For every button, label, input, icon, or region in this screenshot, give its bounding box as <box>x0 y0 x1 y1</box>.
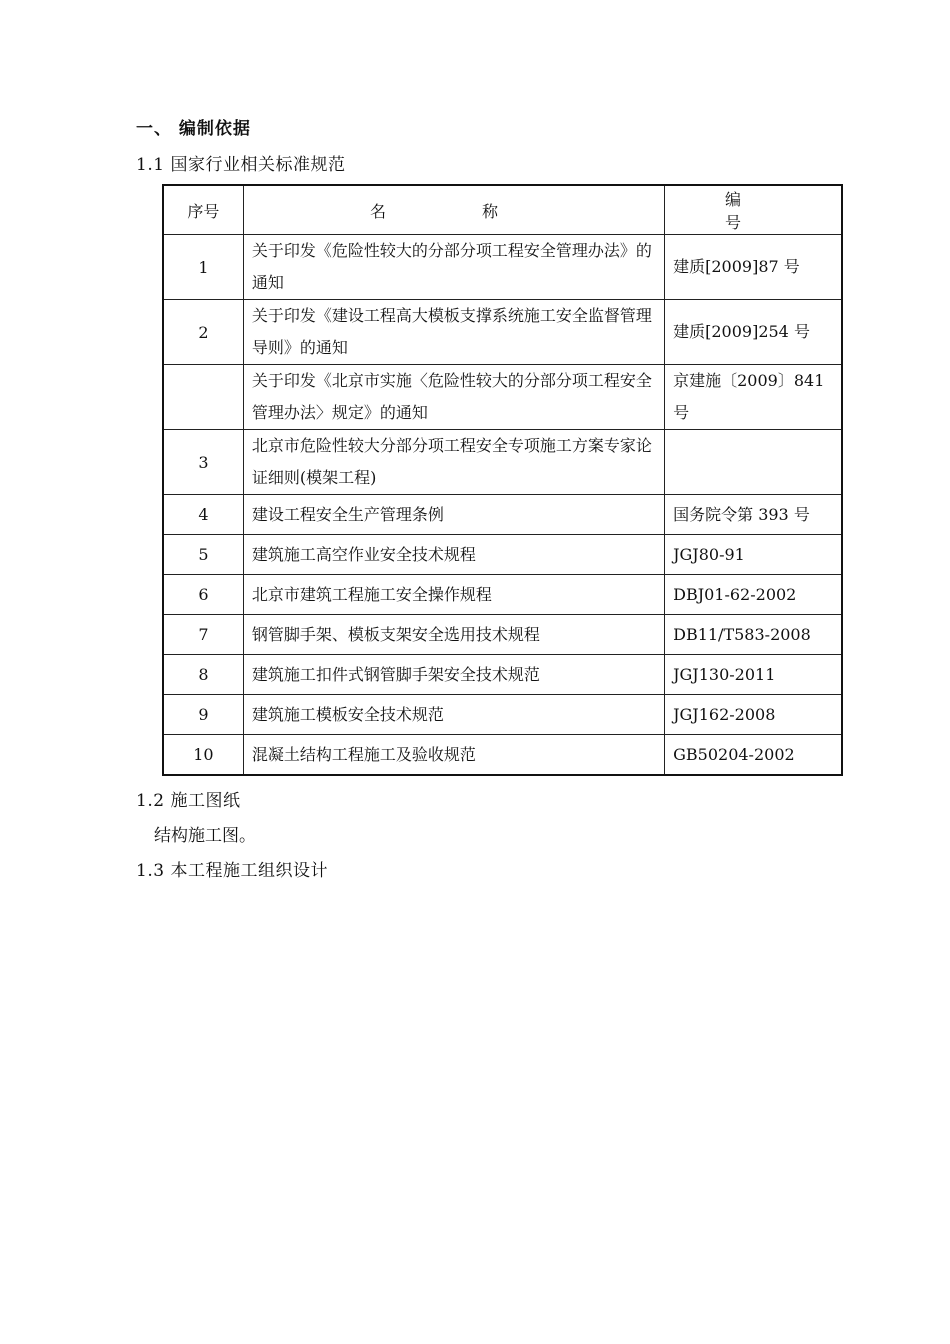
row-name: 混凝土结构工程施工及验收规范 <box>243 735 664 776</box>
row-code: 建质[2009]254 号 <box>665 300 842 365</box>
row-name: 关于印发《建设工程高大模板支撑系统施工安全监督管理导则》的通知 <box>243 300 664 365</box>
table-row <box>163 535 842 575</box>
table-row <box>163 430 842 495</box>
subsection-1-1-title: 1.1 国家行业相关标准规范 <box>136 155 346 175</box>
row-code: GB50204-2002 <box>665 735 842 776</box>
table-row <box>163 235 842 300</box>
row-name: 关于印发《危险性较大的分部分项工程安全管理办法》的通知 <box>243 235 664 300</box>
row-name: 关于印发《北京市实施〈危险性较大的分部分项工程安全管理办法〉规定》的通知 <box>243 365 664 430</box>
row-number: 4 <box>163 495 243 535</box>
header-name: 名 称 <box>243 185 664 235</box>
row-code: DB11/T583-2008 <box>665 615 842 655</box>
row-name: 北京市危险性较大分部分项工程安全专项施工方案专家论证细则(模架工程) <box>243 430 664 495</box>
row-number: 2 <box>163 300 243 365</box>
row-name: 北京市建筑工程施工安全操作规程 <box>243 575 664 615</box>
row-number: 5 <box>163 535 243 575</box>
subsection-1-2-body: 结构施工图。 <box>154 826 256 846</box>
row-name: 建设工程安全生产管理条例 <box>243 495 664 535</box>
subsection-1-3-title: 1.3 本工程施工组织设计 <box>136 861 328 881</box>
row-code: JGJ130-2011 <box>665 655 842 695</box>
row-number: 10 <box>163 735 243 776</box>
row-code: JGJ162-2008 <box>665 695 842 735</box>
table-row <box>163 365 842 430</box>
row-name: 建筑施工模板安全技术规范 <box>243 695 664 735</box>
row-number: 1 <box>163 235 243 300</box>
row-code: JGJ80-91 <box>665 535 842 575</box>
table-row <box>163 575 842 615</box>
row-name: 钢管脚手架、模板支架安全选用技术规程 <box>243 615 664 655</box>
table-row <box>163 495 842 535</box>
row-code: DBJ01-62-2002 <box>665 575 842 615</box>
row-number <box>163 365 243 430</box>
table-row <box>163 615 842 655</box>
row-code: 京建施〔2009〕841号 <box>665 365 842 430</box>
table-row <box>163 735 842 776</box>
row-number: 3 <box>163 430 243 495</box>
row-code: 建质[2009]87 号 <box>665 235 842 300</box>
table-row <box>163 695 842 735</box>
standards-table <box>162 184 843 776</box>
table-row <box>163 300 842 365</box>
row-name: 建筑施工高空作业安全技术规程 <box>243 535 664 575</box>
subsection-1-2-title: 1.2 施工图纸 <box>136 791 241 811</box>
row-code <box>665 430 842 495</box>
row-code: 国务院令第 393 号 <box>665 495 842 535</box>
row-number: 9 <box>163 695 243 735</box>
header-code: 编 号 <box>665 185 842 235</box>
header-number: 序号 <box>163 185 243 235</box>
row-name: 建筑施工扣件式钢管脚手架安全技术规范 <box>243 655 664 695</box>
section-heading: 一、 编制依据 <box>136 119 251 139</box>
row-number: 6 <box>163 575 243 615</box>
row-number: 8 <box>163 655 243 695</box>
row-number: 7 <box>163 615 243 655</box>
table-row <box>163 655 842 695</box>
table-header-row <box>163 185 842 235</box>
